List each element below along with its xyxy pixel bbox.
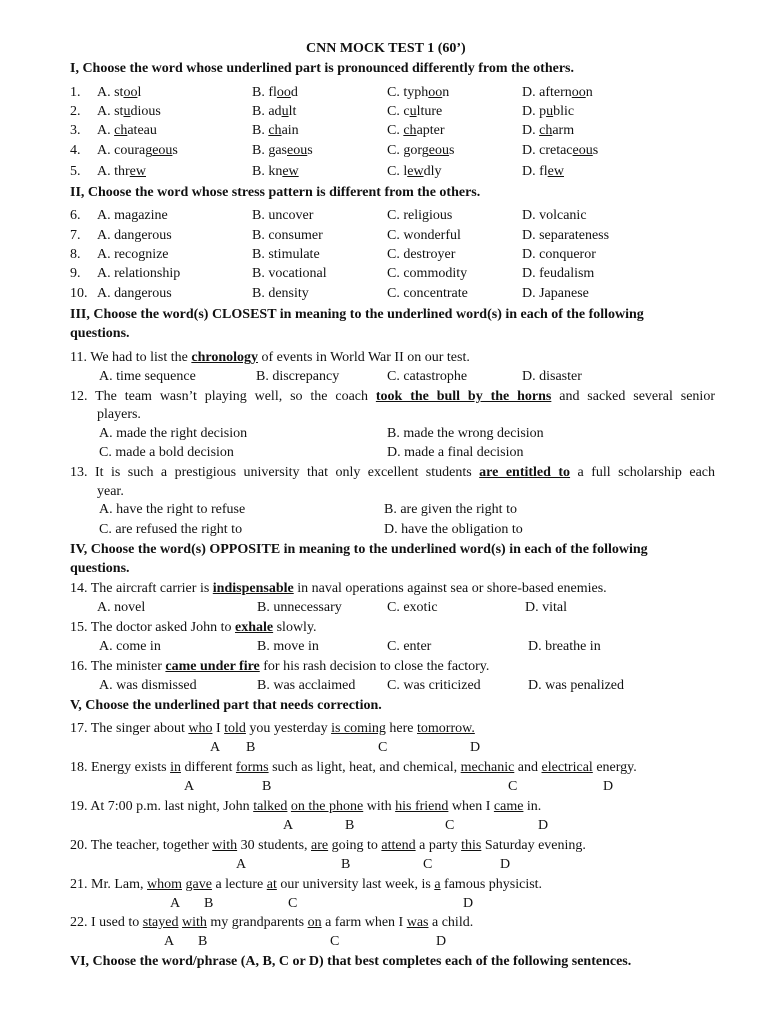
question-number: 4. (70, 143, 81, 158)
underlined-key: came under fire (165, 659, 260, 674)
choice-letter: B (341, 857, 351, 872)
option-5-a: A. threw (97, 164, 146, 179)
choice-letter: A (170, 896, 181, 911)
choice-letter: B (262, 779, 272, 794)
page-title: CNN MOCK TEST 1 (60’) (306, 41, 466, 56)
choice-letter: B (246, 740, 256, 755)
option-3-a: A. chateau (97, 123, 157, 138)
choice-letter: A (164, 934, 175, 949)
underlined-part: u (281, 104, 289, 119)
underlined-part: eou (152, 143, 173, 158)
option-4-b: B. gaseous (252, 143, 313, 158)
option-4-a: A. courageous (97, 143, 178, 158)
question-13-cont: year. (97, 484, 124, 499)
option-2-a: A. studious (97, 104, 161, 119)
option-1-d: D. afternoon (522, 85, 593, 100)
option-8-b: B. stimulate (252, 247, 320, 262)
option-8-d: D. conqueror (522, 247, 596, 262)
question-number: 2. (70, 104, 81, 119)
underlined-part: u (546, 104, 554, 119)
option-11-b: B. discrepancy (256, 369, 340, 384)
option-7-b: B. consumer (252, 228, 323, 243)
underlined-part: gave (185, 877, 212, 892)
option-16-a: A. was dismissed (99, 678, 197, 693)
question-16: 16. The minister came under fire for his rash decision to close the factory. (70, 659, 490, 674)
option-4-c: C. gorgeous (387, 143, 455, 158)
underlined-part: eou (428, 143, 449, 158)
question-number: 7. (70, 228, 81, 243)
option-5-d: D. flew (522, 164, 564, 179)
underlined-part: who (188, 721, 213, 736)
underlined-part: ch (539, 123, 553, 138)
choice-letter: D (470, 740, 481, 755)
underlined-part: eou (572, 143, 593, 158)
underlined-part: whom (147, 877, 182, 892)
choice-letter: C (423, 857, 433, 872)
underlined-key: took the bull by the horns (375, 389, 552, 404)
question-18: 18. Energy exists in different forms such as light, heat, and chemical, mechanic and electrical energy. (70, 760, 637, 775)
choice-letter: A (210, 740, 221, 755)
underlined-part: is coming (331, 721, 386, 736)
option-3-b: B. chain (252, 123, 299, 138)
question-19: 19. At 7:00 p.m. last night, John talked on the phone with his friend when I came in. (70, 799, 542, 814)
choice-letter: B (345, 818, 355, 833)
underlined-part: on the phone (290, 799, 364, 814)
question-15: 15. The doctor asked John to exhale slowly. (70, 620, 317, 635)
section-4-heading: IV, Choose the word(s) OPPOSITE in meaning to the underlined word(s) in each of the following (70, 542, 648, 557)
underlined-key: are entitled to (479, 465, 571, 480)
underlined-part: this (461, 838, 482, 853)
option-9-d: D. feudalism (522, 266, 595, 281)
option-10-d: D. Japanese (522, 286, 589, 301)
option-8-a: A. recognize (97, 247, 169, 262)
underlined-part: oo (428, 85, 443, 100)
question-17: 17. The singer about who I told you yesterday is coming here tomorrow. (70, 721, 475, 736)
choice-letter: C (378, 740, 388, 755)
underlined-part: mechanic (460, 760, 515, 775)
underlined-part: his friend (395, 799, 449, 814)
option-5-b: B. knew (252, 164, 299, 179)
underlined-part: with (212, 838, 238, 853)
underlined-part: ch (403, 123, 417, 138)
question-21: 21. Mr. Lam, whom gave a lecture at our university last week, is a famous physicist. (70, 877, 543, 892)
option-14-a: A. novel (97, 600, 146, 615)
underlined-part: attend (381, 838, 416, 853)
underlined-part: oo (123, 85, 138, 100)
underlined-key: chronology (191, 350, 258, 365)
option-11-c: C. catastrophe (387, 369, 468, 384)
choice-letter: D (603, 779, 614, 794)
section-5-heading: V, Choose the underlined part that needs correction. (70, 698, 382, 713)
underlined-part: stayed (142, 915, 179, 930)
section-2-heading: II, Choose the word whose stress pattern is different from the others. (70, 185, 481, 200)
option-13-a: A. have the right to refuse (99, 502, 246, 517)
option-10-c: C. concentrate (387, 286, 468, 301)
underlined-part: oo (571, 85, 586, 100)
underlined-part: ew (407, 164, 424, 179)
question-number: 3. (70, 123, 81, 138)
underlined-part: talked (253, 799, 288, 814)
choice-letter: B (198, 934, 208, 949)
question-12-cont: players. (97, 407, 141, 422)
option-2-d: D. public (522, 104, 575, 119)
section-3-heading-cont: questions. (70, 326, 130, 341)
option-6-d: D. volcanic (522, 208, 587, 223)
option-13-d: D. have the obligation to (384, 522, 523, 537)
section-1-heading: I, Choose the word whose underlined part is pronounced differently from the others. (70, 61, 575, 76)
question-11: 11. We had to list the chronology of events in World War II on our test. (70, 350, 470, 365)
option-6-c: C. religious (387, 208, 453, 223)
option-15-c: C. enter (387, 639, 432, 654)
option-2-b: B. adult (252, 104, 297, 119)
question-12: 12. The team wasn’t playing well, so the coach took the bull by the horns and sacked several senior (70, 389, 715, 404)
option-2-c: C. culture (387, 104, 443, 119)
option-15-b: B. move in (257, 639, 319, 654)
option-15-a: A. come in (99, 639, 161, 654)
question-number: 8. (70, 247, 81, 262)
choice-letter: C (445, 818, 455, 833)
underlined-key: indispensable (212, 581, 294, 596)
underlined-part: forms (235, 760, 269, 775)
underlined-part: ew (129, 164, 146, 179)
choice-letter: C (330, 934, 340, 949)
option-10-b: B. density (252, 286, 309, 301)
option-6-a: A. magazine (97, 208, 168, 223)
choice-letter: C (288, 896, 298, 911)
underlined-part: with (181, 915, 207, 930)
underlined-part: told (224, 721, 246, 736)
option-1-a: A. stool (97, 85, 142, 100)
option-6-b: B. uncover (252, 208, 314, 223)
option-13-b: B. are given the right to (384, 502, 517, 517)
option-15-d: D. breathe in (528, 639, 601, 654)
question-14: 14. The aircraft carrier is indispensable in naval operations against sea or shore-based enemies. (70, 581, 607, 596)
underlined-part: are (311, 838, 329, 853)
question-number: 9. (70, 266, 81, 281)
option-1-c: C. typhoon (387, 85, 450, 100)
section-3-heading: III, Choose the word(s) CLOSEST in meaning to the underlined word(s) in each of the following (70, 307, 644, 322)
underlined-part: ew (547, 164, 564, 179)
question-number: 1. (70, 85, 81, 100)
choice-letter: B (204, 896, 214, 911)
underlined-part: was (406, 915, 429, 930)
option-3-d: D. charm (522, 123, 575, 138)
section-4-heading-cont: questions. (70, 561, 130, 576)
underlined-part: u (123, 104, 131, 119)
choice-letter: C (508, 779, 518, 794)
underlined-part: u (409, 104, 417, 119)
option-9-a: A. relationship (97, 266, 181, 281)
choice-letter: A (236, 857, 247, 872)
choice-letter: D (436, 934, 447, 949)
question-number: 10. (70, 286, 88, 301)
question-22: 22. I used to stayed with my grandparents on a farm when I was a child. (70, 915, 474, 930)
option-8-c: C. destroyer (387, 247, 456, 262)
option-12-a: A. made the right decision (99, 426, 248, 441)
choice-letter: D (538, 818, 549, 833)
option-9-b: B. vocational (252, 266, 327, 281)
choice-letter: A (283, 818, 294, 833)
underlined-part: eou (287, 143, 308, 158)
underlined-part: at (266, 877, 277, 892)
option-12-d: D. made a final decision (387, 445, 524, 460)
option-14-d: D. vital (525, 600, 567, 615)
option-4-d: D. cretaceous (522, 143, 599, 158)
option-13-c: C. are refused the right to (99, 522, 243, 537)
underlined-part: oo (276, 85, 291, 100)
option-7-a: A. dangerous (97, 228, 172, 243)
section-6-heading: VI, Choose the word/phrase (A, B, C or D) that best completes each of the following sentences. (70, 954, 632, 969)
underlined-part: a (434, 877, 441, 892)
underlined-part: tomorrow. (417, 721, 475, 736)
choice-letter: A (184, 779, 195, 794)
underlined-part: in (170, 760, 181, 775)
underlined-key: exhale (235, 620, 274, 635)
option-5-c: C. lewdly (387, 164, 442, 179)
option-12-b: B. made the wrong decision (387, 426, 544, 441)
underlined-part: on (307, 915, 322, 930)
question-number: 6. (70, 208, 81, 223)
question-20: 20. The teacher, together with 30 students, are going to attend a party this Saturday evening. (70, 838, 586, 853)
underlined-part: ch (268, 123, 282, 138)
underlined-part: electrical (541, 760, 593, 775)
option-7-c: C. wonderful (387, 228, 461, 243)
option-9-c: C. commodity (387, 266, 468, 281)
option-16-d: D. was penalized (528, 678, 625, 693)
option-1-b: B. flood (252, 85, 298, 100)
option-10-a: A. dangerous (97, 286, 172, 301)
question-13: 13. It is such a prestigious university that only excellent students are entitled to a full scholarship each (70, 465, 716, 480)
option-11-a: A. time sequence (99, 369, 196, 384)
underlined-part: ch (114, 123, 128, 138)
option-14-b: B. unnecessary (257, 600, 342, 615)
option-16-c: C. was criticized (387, 678, 481, 693)
choice-letter: D (463, 896, 474, 911)
option-11-d: D. disaster (522, 369, 582, 384)
underlined-part: ew (282, 164, 299, 179)
option-14-c: C. exotic (387, 600, 438, 615)
choice-letter: D (500, 857, 511, 872)
option-7-d: D. separateness (522, 228, 610, 243)
question-number: 5. (70, 164, 81, 179)
option-3-c: C. chapter (387, 123, 445, 138)
option-12-c: C. made a bold decision (99, 445, 234, 460)
option-16-b: B. was acclaimed (257, 678, 356, 693)
underlined-part: came (493, 799, 524, 814)
